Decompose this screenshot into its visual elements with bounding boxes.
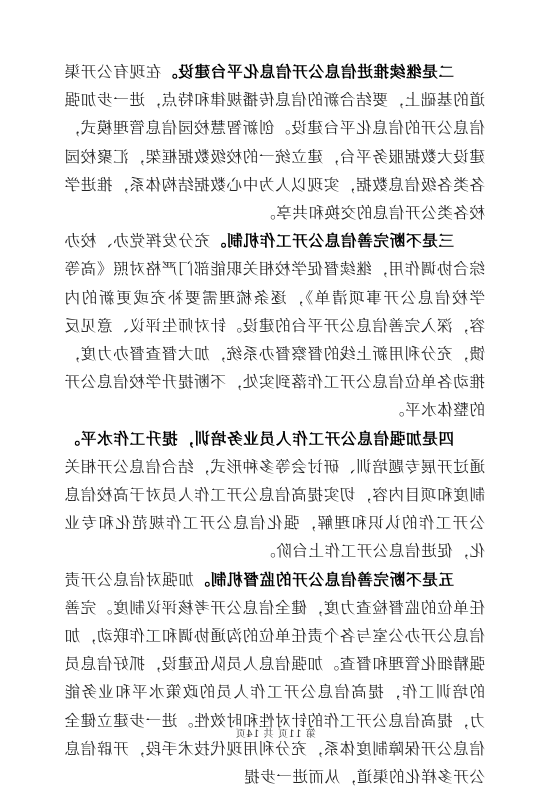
heading-training: 四是加强信息公开工作人员业务培训，提升工作水平。 bbox=[64, 428, 454, 448]
paragraph-supervision bbox=[64, 566, 485, 791]
paragraph-mechanism-text: 充分发挥党办、校办综合协调作用，继续督促学校相关职能部门严格对照《高等学校信息公开事项清单》，逐条梳理需要补充或更新的内容，深入完善信息公开平台的建设。针对师生评议、意见反馈，充分利用新上线的督察督办系统，加大督查督办力度，推动各单位信息公开工作落到实处，不断提升学校信息公开的整体水平。 bbox=[64, 232, 485, 420]
paragraph-platform-text: 在现有公开渠道的基础上，要结合新的信息传播规律和特点，进一步加强信息公开的信息化平台建设。创新智慧校园信息管理模式，建设大数据服务平台，建立统一的校级数据框架，汇聚校园各类各级信息数据，实现以人为中心数据结构体系，推进学校各类公开信息的交换和共享。 bbox=[64, 63, 485, 223]
page-footer: 第 11页 共 14页 bbox=[235, 729, 316, 740]
paragraph-mechanism bbox=[64, 227, 485, 424]
heading-mechanism: 三是不断完善信息公开工作机制。 bbox=[210, 231, 454, 251]
document-body bbox=[64, 58, 485, 791]
paragraph-supervision-text: 加强对信息公开责任单位的监督检查力度，健全信息公开考核评议制度。完善信息公开办公室与各个责任单位的沟通协调和工作联动，加强精细化管理和督查。加强信息人员队伍建设，抓好信息员的培训工作，提高信息公开工作人员的政策水平和业务能力，提高信息公开工作的针对性和时效性。进一步建立健全信息公开保障制度体系，充分利用现代技术手段，开辟信息公开多样化的渠道，从而进一步提 bbox=[64, 570, 485, 787]
heading-platform: 二是继续推进信息公开信息化平台建设。 bbox=[161, 62, 454, 81]
paragraph-training-text: 通过开展专题培训、研讨会等多种形式，结合信息公开相关制度和项目内容，切实提高信息公开工作人员对于高校信息公开工作的认识和理解，强化信息公开工作规范化和专业化，促进信息公开工作上台阶。 bbox=[64, 457, 485, 561]
paragraph-training bbox=[64, 425, 485, 566]
paragraph-platform bbox=[64, 58, 485, 227]
heading-supervision: 五是不断完善信息公开的监督机制。 bbox=[193, 569, 454, 589]
